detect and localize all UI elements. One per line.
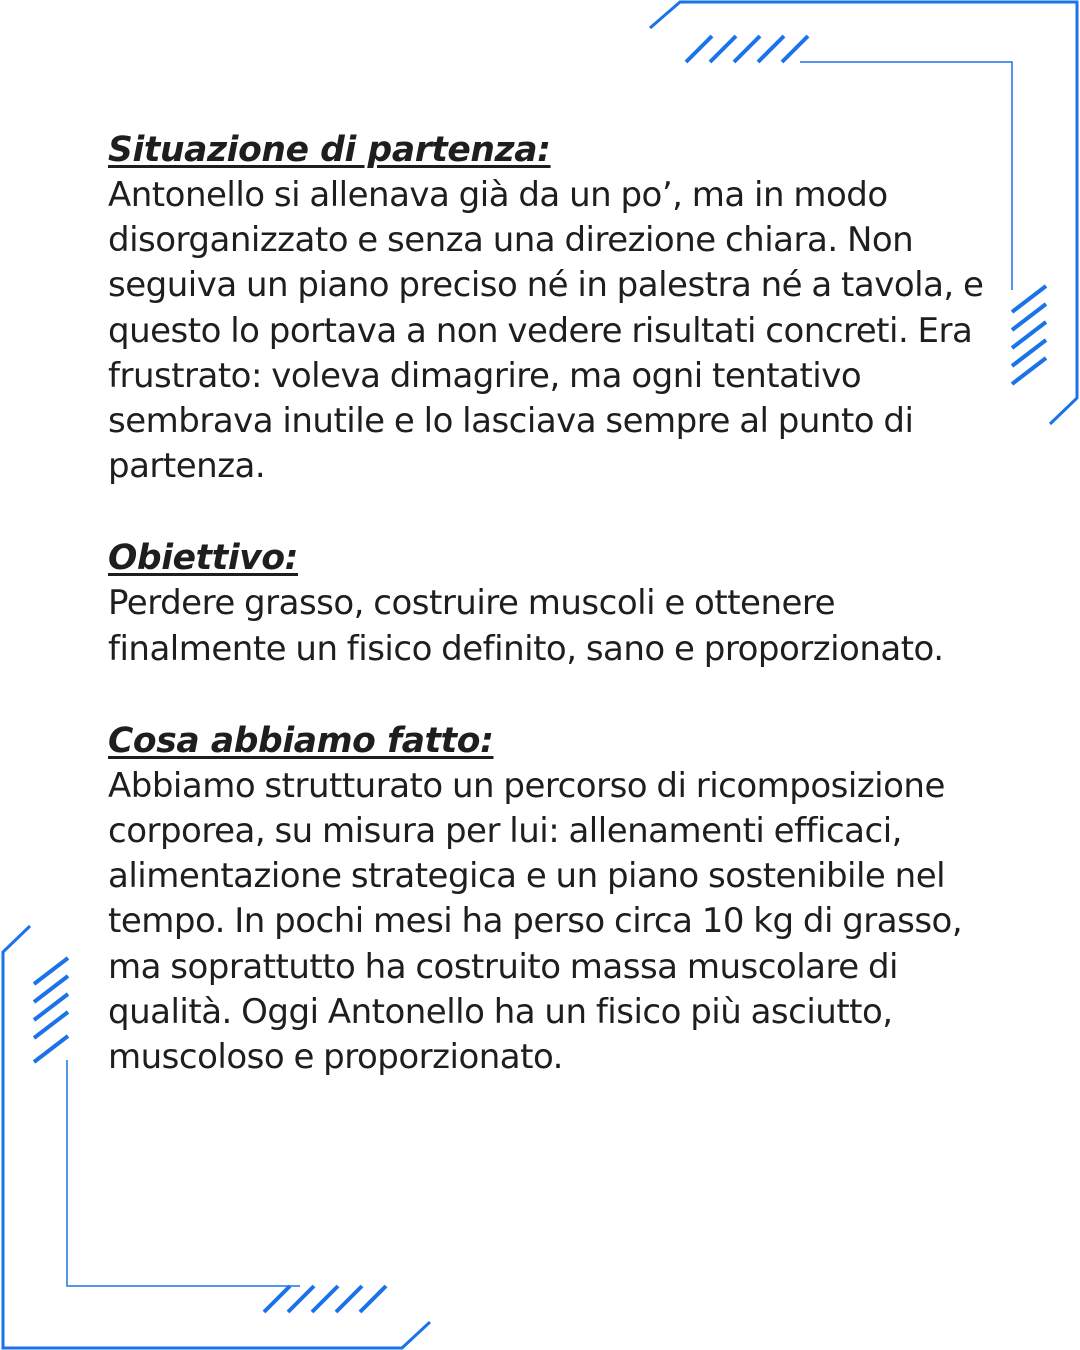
bottom-stripes — [264, 1286, 386, 1312]
left-stripes — [34, 958, 68, 1062]
section-situazione — [108, 128, 988, 489]
section-body: Antonello si allenava già da un po’, ma in modo disorganizzato e senza una direzione chiara. Non seguiva un piano preciso né in palestra né a tavola, e questo lo portava a non vedere risultati concreti. Era frustrato: voleva dimagrire, ma ogni tentativo sembrava inutile e lo lasciava sempre al punto di partenza. — [108, 175, 984, 487]
case-study-content — [108, 128, 988, 1127]
top-stripes — [686, 36, 808, 62]
section-heading: Cosa abbiamo fatto: — [108, 720, 494, 761]
section-body: Perdere grasso, costruire muscoli e ottenere finalmente un fisico definito, sano e proporzionato. — [108, 583, 944, 669]
section-obiettivo — [108, 536, 988, 671]
section-body: Abbiamo strutturato un percorso di ricomposizione corporea, su misura per lui: allenamenti efficaci, alimentazione strategica e un piano sostenibile nel tempo. In pochi mesi ha perso circa 10 kg di grasso, ma soprattutto ha costruito massa muscolare di qualità. Oggi Antonello ha un fisico più asciutto, muscoloso e proporzionato. — [108, 765, 963, 1078]
section-heading: Obiettivo: — [108, 538, 299, 579]
section-heading: Situazione di partenza: — [108, 130, 551, 170]
right-stripes — [1012, 286, 1046, 384]
section-cosa-abbiamo-fatto — [108, 719, 988, 1080]
